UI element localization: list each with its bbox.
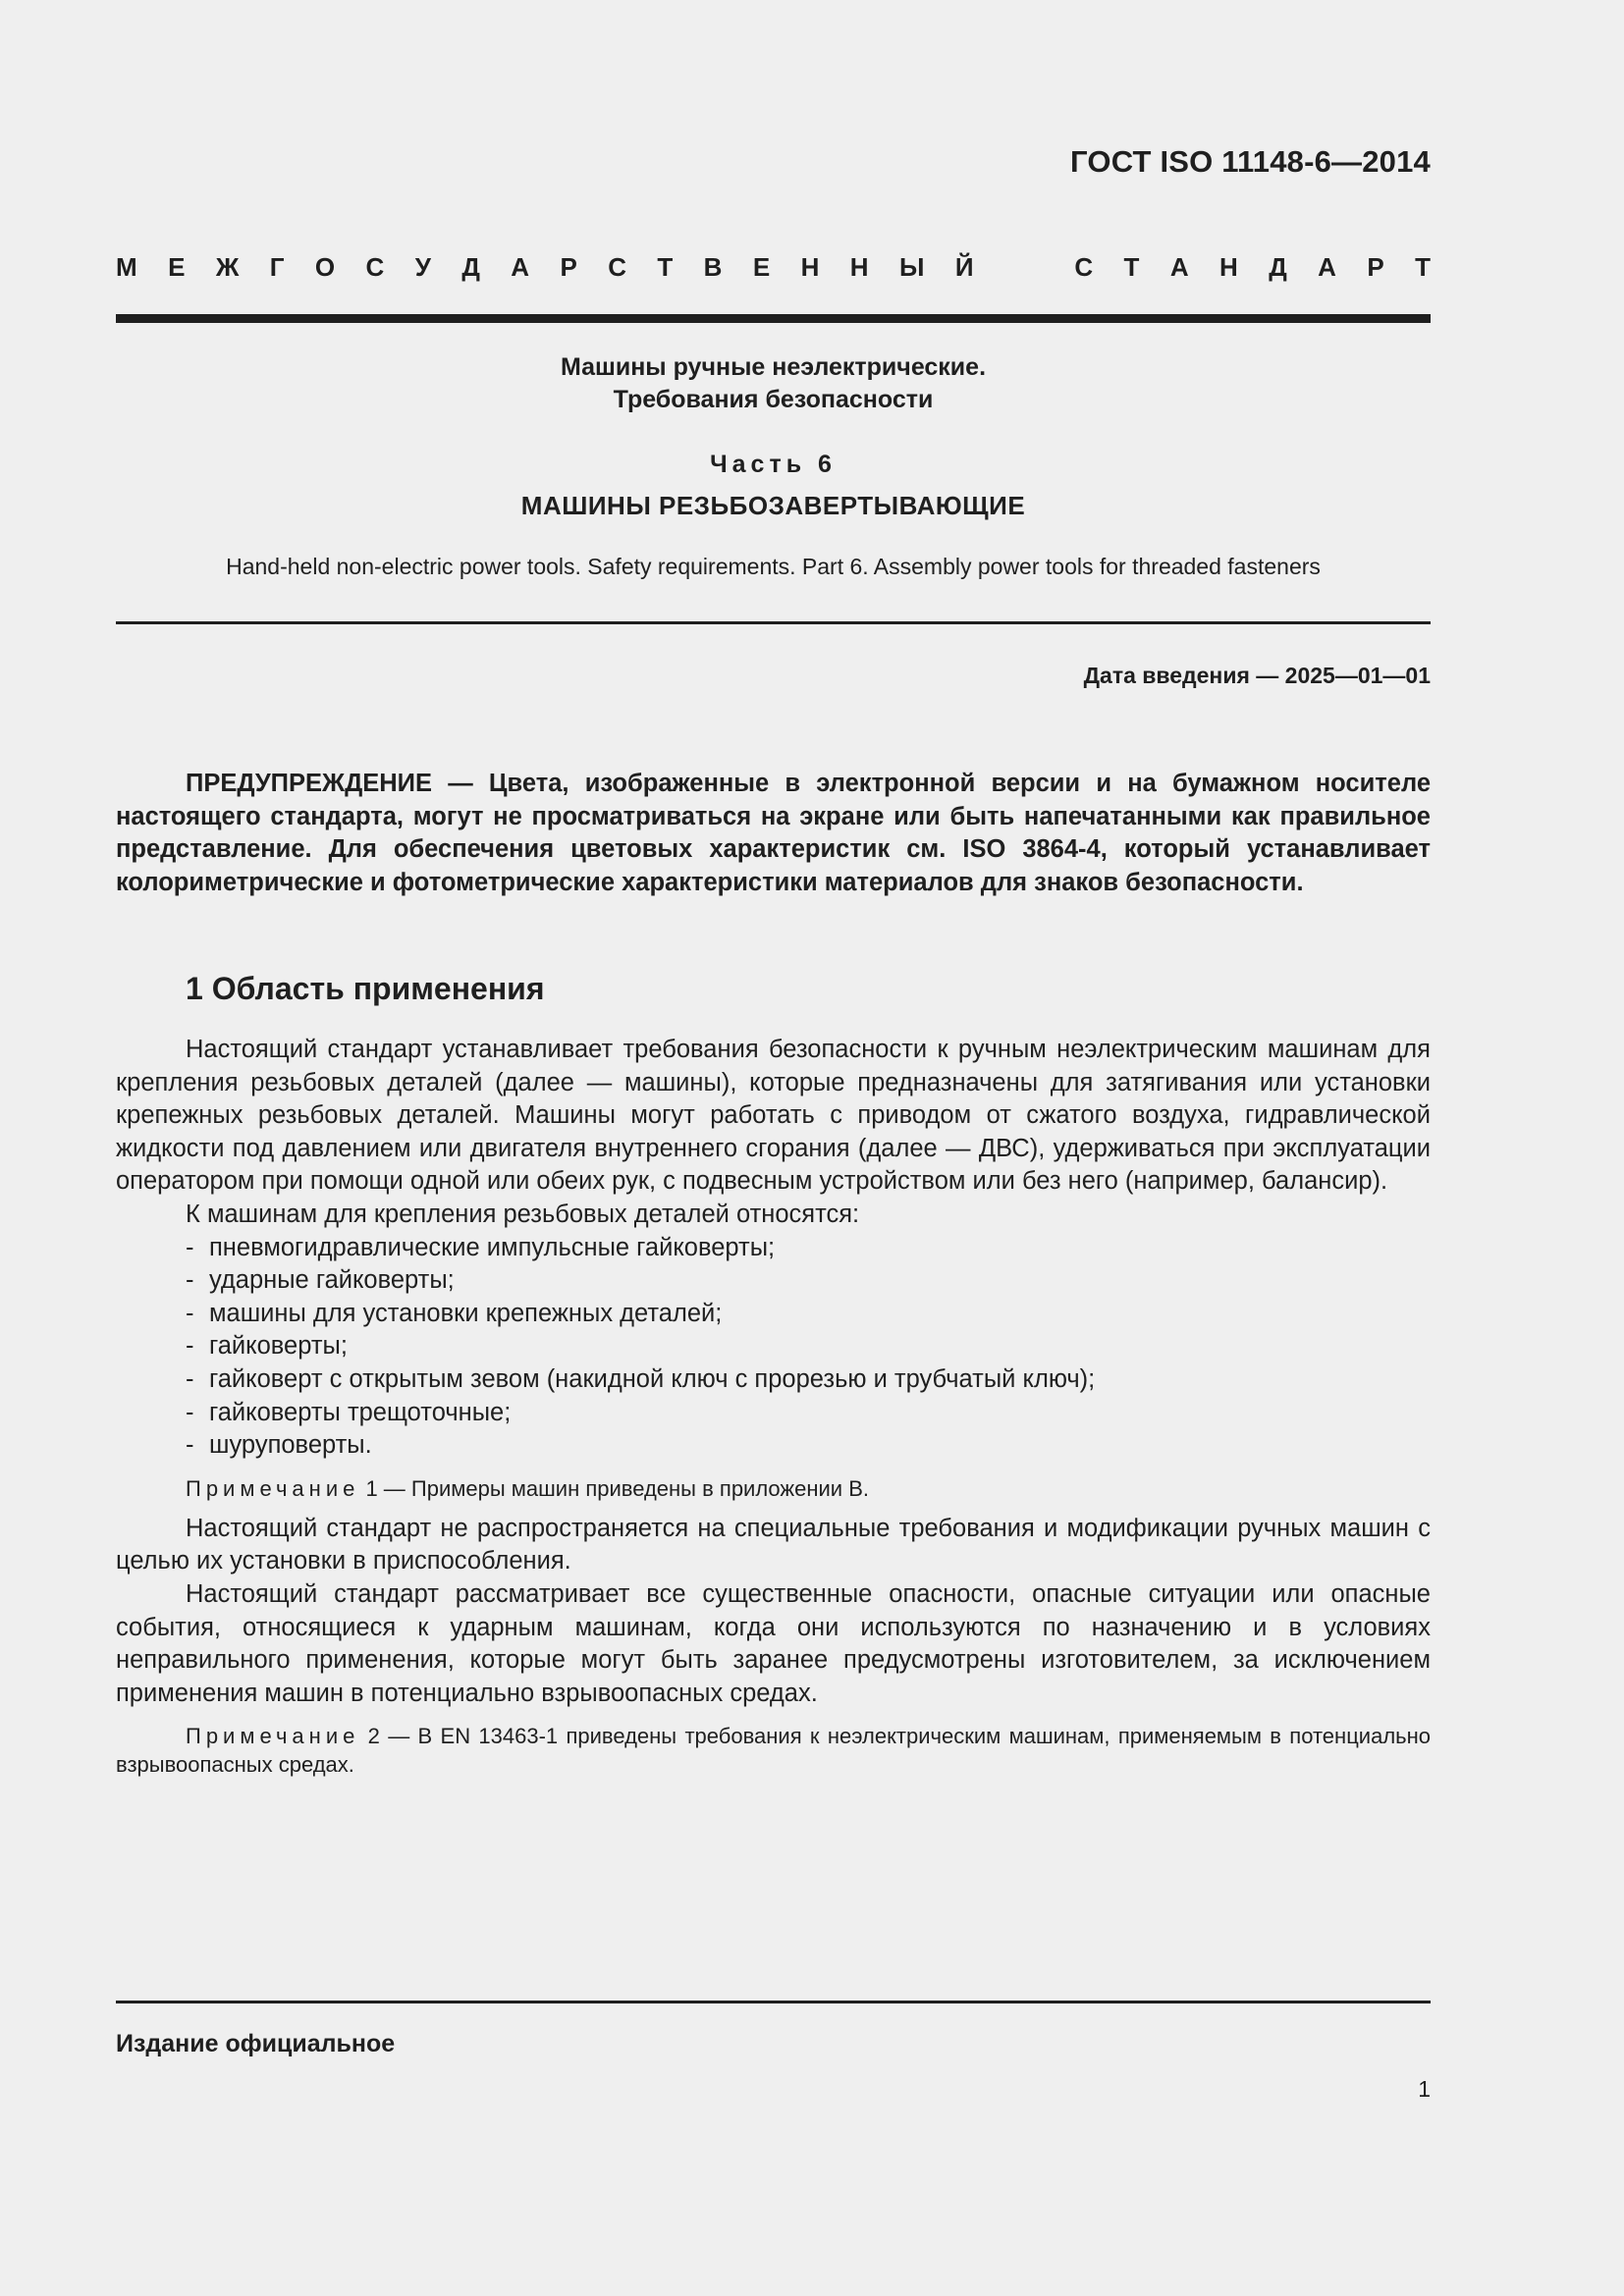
list-item-text: гайковерты трещоточные; — [209, 1398, 512, 1426]
caption-letter: С — [1074, 252, 1094, 282]
caption-letter: Н — [1219, 252, 1238, 282]
note-text: 1 — Примеры машин приведены в приложении В. — [359, 1475, 869, 1501]
note-2 — [116, 1722, 1431, 1779]
edition-label: Издание официальное — [116, 2030, 396, 2057]
footer-divider — [116, 2001, 1431, 2003]
caption-word-gap — [1004, 252, 1044, 282]
caption-letter: О — [314, 252, 336, 282]
title-divider — [116, 621, 1431, 624]
list-item — [116, 1264, 1431, 1298]
caption-letter: А — [1169, 252, 1189, 282]
caption-letter: Д — [461, 252, 480, 282]
list-item — [116, 1232, 1431, 1265]
standard-caption — [116, 252, 1431, 282]
list-item-text: пневмогидравлические импульсные гайковерты; — [209, 1233, 776, 1261]
caption-letter: Т — [1415, 252, 1431, 282]
caption-letter: М — [116, 252, 137, 282]
caption-letter: В — [703, 252, 723, 282]
list-item — [116, 1363, 1431, 1397]
scope-paragraph-2: Настоящий стандарт не распространяется на специальные требования и модификации ручных машин с целью их установки в приспособления. — [116, 1514, 1431, 1575]
note-label: Примечание — [186, 1724, 360, 1749]
scope-paragraph-1: Настоящий стандарт устанавливает требования безопасности к ручным неэлектрическим машинам для крепления резьбовых деталей (далее — машины), которые предназначены для затягивания или установки крепежных резьбовых деталей. Машины могут работать с приводом от сжатого воздуха, гидравлической жидкости под давлением или двигателя внутреннего сгорания (далее — ДВС), удерживаться при эксплуатации оператором при помощи одной или обеих рук, с подвесным устройством или без него (например, балансир). — [116, 1036, 1431, 1196]
list-dash: - — [186, 1266, 194, 1295]
caption-letter: Т — [1123, 252, 1140, 282]
section-heading: 1 Область применения — [186, 971, 545, 1006]
list-dash: - — [186, 1299, 194, 1327]
caption-letter: Й — [954, 252, 974, 282]
caption-letter: Ж — [215, 252, 240, 282]
caption-letter: Т — [657, 252, 674, 282]
caption-letter: С — [365, 252, 385, 282]
note-1 — [116, 1474, 1431, 1503]
list-dash: - — [186, 1332, 194, 1361]
list-dash: - — [186, 1364, 194, 1393]
english-title: Hand-held non-electric power tools. Safety requirements. Part 6. Assembly power tools for threaded fasteners — [226, 554, 1321, 579]
list-item-text: гайковерты; — [209, 1332, 348, 1361]
caption-letter: Н — [800, 252, 820, 282]
list-item — [116, 1397, 1431, 1430]
scope-paragraph-3: Настоящий стандарт рассматривает все существенные опасности, опасные ситуации или опасные события, относящиеся к ударным машинам, когда они используются по назначению и в условиях неправильного применения, которые могут быть заранее предусмотрены изготовителем, за исключением применения машин в потенциально взрывоопасных средах. — [116, 1579, 1431, 1707]
caption-letter: Д — [1269, 252, 1287, 282]
caption-letter: А — [1318, 252, 1336, 282]
document-title — [116, 351, 1431, 416]
document-code: ГОСТ ISO 11148-6—2014 — [1070, 144, 1431, 179]
note-label: Примечание — [186, 1475, 360, 1501]
title-line-1: Машины ручные неэлектрические. — [560, 353, 987, 381]
list-item-text: машины для установки крепежных деталей; — [209, 1299, 723, 1327]
list-item — [116, 1330, 1431, 1363]
caption-letter: Ы — [898, 252, 925, 282]
warning-paragraph: ПРЕДУПРЕЖДЕНИЕ — Цвета, изображенные в электронной версии и на бумажном носителе настоящего стандарта, могут не просматриваться на экране или быть напечатанными как правильное представление. Для обеспечения цветовых характеристик см. ISO 3864-4, который устанавливает колориметрические и фотометрические характеристики материалов для знаков безопасности. — [116, 770, 1431, 896]
list-dash: - — [186, 1398, 194, 1426]
part-label: Часть 6 — [710, 451, 837, 478]
list-item-text: шуруповерты. — [209, 1431, 372, 1460]
page-number: 1 — [1418, 2076, 1431, 2102]
list-item-text: ударные гайковерты; — [209, 1266, 455, 1295]
caption-letter: Н — [849, 252, 869, 282]
header-divider-thick — [116, 314, 1431, 323]
caption-letter: А — [511, 252, 530, 282]
title-line-2: Требования безопасности — [613, 386, 934, 413]
caption-letter: Е — [168, 252, 186, 282]
list-dash: - — [186, 1431, 194, 1460]
caption-letter: Г — [269, 252, 285, 282]
section-body — [116, 1034, 1431, 1789]
caption-letter: Е — [752, 252, 771, 282]
caption-letter: Р — [560, 252, 577, 282]
list-dash: - — [186, 1233, 194, 1261]
introduction-date: Дата введения — 2025—01—01 — [1083, 663, 1431, 688]
caption-letter: У — [414, 252, 431, 282]
note-text: 2 — В EN 13463-1 приведены требования к неэлектрическим машинам, применяемым в потенциально взрывоопасных средах. — [116, 1724, 1431, 1778]
caption-letter: Р — [1367, 252, 1384, 282]
part-title: МАШИНЫ РЕЗЬБОЗАВЕРТЫВАЮЩИЕ — [520, 491, 1026, 520]
tool-list — [116, 1232, 1431, 1463]
list-intro: К машинам для крепления резьбовых деталей относятся: — [186, 1200, 860, 1228]
list-item-text: гайковерт с открытым зевом (накидной ключ с прорезью и трубчатый ключ); — [209, 1364, 1096, 1393]
caption-letter: С — [608, 252, 626, 282]
list-item — [116, 1298, 1431, 1331]
list-item — [116, 1429, 1431, 1463]
